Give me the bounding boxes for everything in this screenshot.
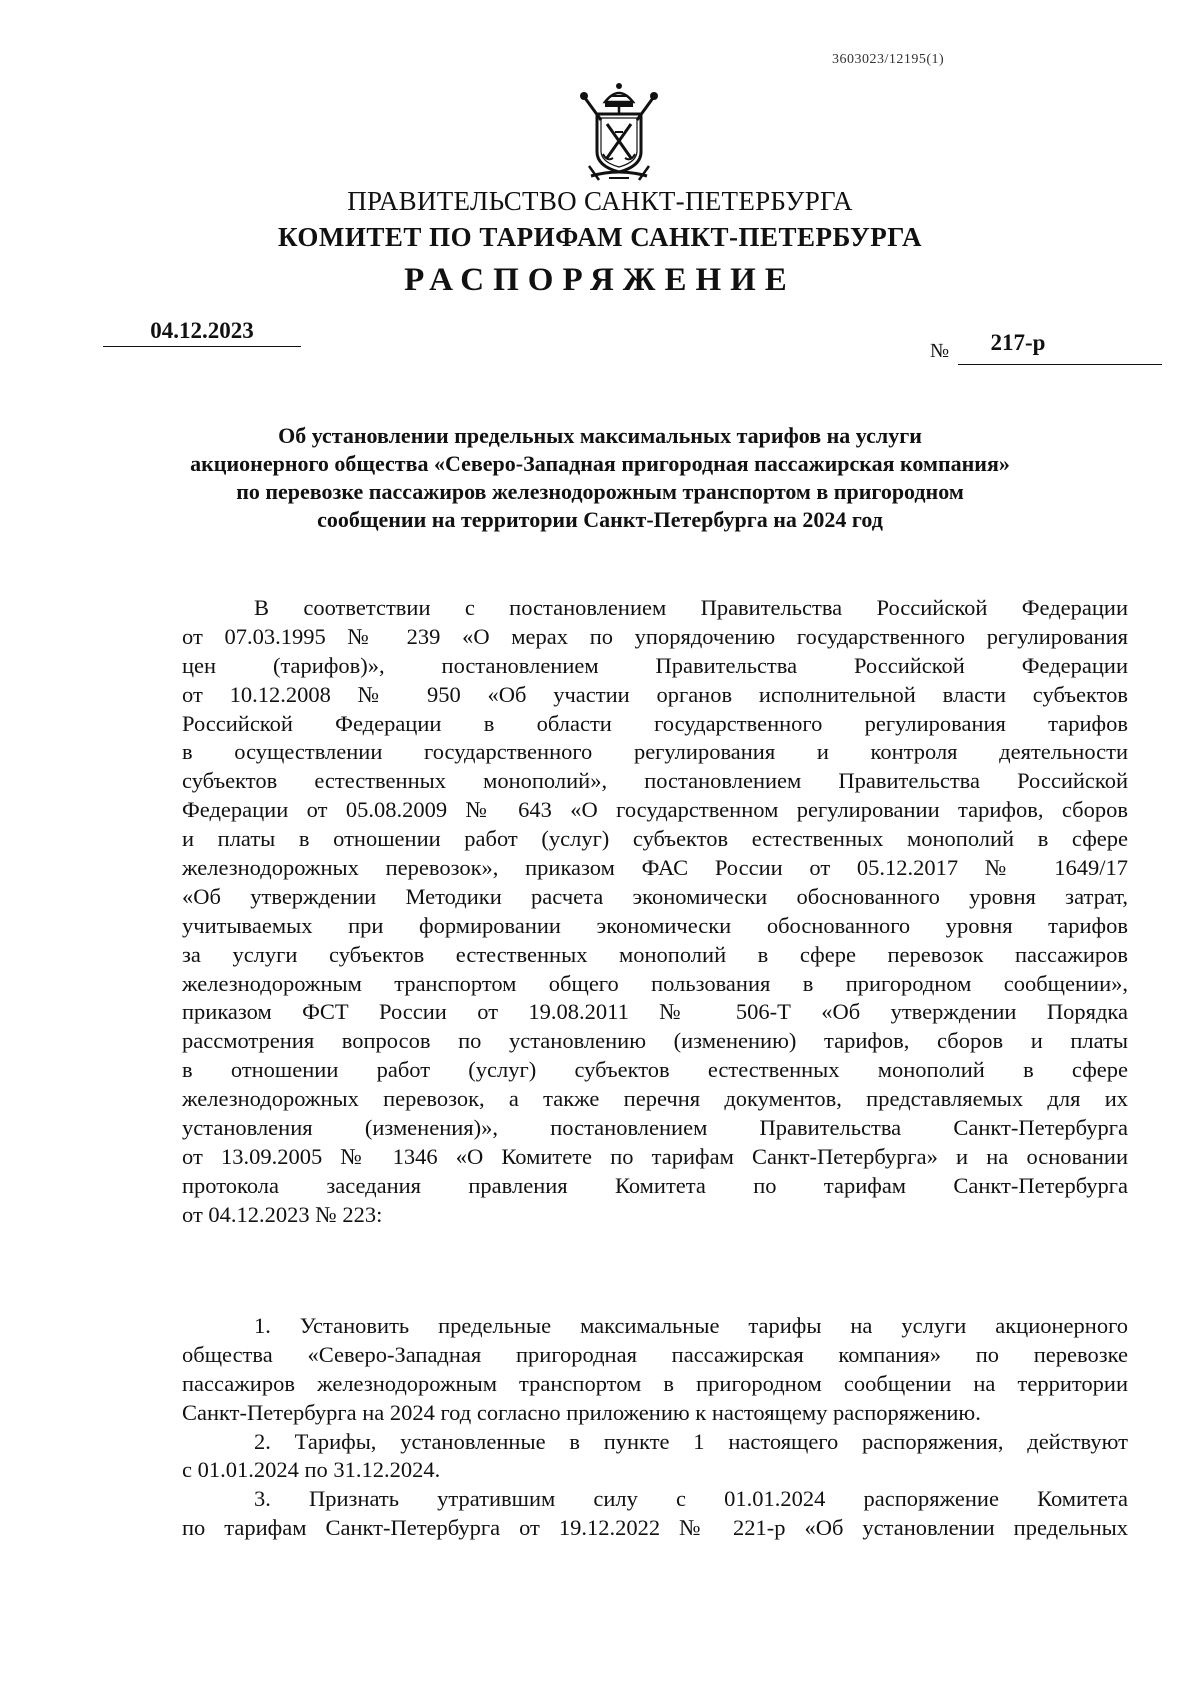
point-1-line: общества «Северо-Западная пригородная пассажирская компания» по перевозке [182,1341,1128,1367]
document-number: 217-р [990,330,1046,355]
government-name: ПРАВИТЕЛЬСТВО САНКТ-ПЕТЕРБУРГА [347,186,853,216]
document-title [180,422,1020,534]
point-2-line: с 01.01.2024 по 31.12.2024. [182,1457,441,1483]
text-line: субъектов естественных монополий», постановлением Правительства Российской [182,768,1128,794]
text-line: от 07.03.1995 № 239 «О мерах по упорядочению государственного регулирования [182,623,1128,649]
document-type: РАСПОРЯЖЕНИЕ [404,262,796,298]
coat-of-arms-icon [575,80,663,186]
point-3-line: 3. Признать утратившим силу с 01.01.2024 распоряжение Комитета [254,1486,1128,1512]
text-line: от 10.12.2008 № 950 «Об участии органов исполнительной власти субъектов [182,681,1128,707]
text-line: за услуги субъектов естественных монополий в сфере перевозок пассажиров [182,941,1128,967]
committee-name: КОМИТЕТ ПО ТАРИФАМ САНКТ-ПЕТЕРБУРГА [278,222,922,252]
resolution-points [182,1312,1128,1543]
text-line: железнодорожным транспортом общего пользования в пригородном сообщении», [182,970,1128,996]
point-1-line: Санкт-Петербурга на 2024 год согласно приложению к настоящему распоряжению. [182,1399,981,1425]
text-line: протокола заседания правления Комитета по тарифам Санкт-Петербурга [182,1172,1128,1198]
title-line: Об установлении предельных максимальных тарифов на услуги [278,423,922,448]
title-line: по перевозке пассажиров железнодорожным транспортом в пригородном [236,479,964,504]
text-line: Российской Федерации в области государственного регулирования тарифов [182,710,1128,736]
text-line: железнодорожных перевозок, а также перечня документов, представляемых для их [182,1086,1128,1112]
text-line: Федерации от 05.08.2009 № 643 «О государственном регулировании тарифов, сборов [182,797,1128,823]
point-1-line: 1. Установить предельные максимальные тарифы на услуги акционерного [254,1313,1128,1338]
text-line: от 13.09.2005 № 1346 «О Комитете по тарифам Санкт-Петербурга» и на основании [182,1143,1128,1169]
registration-code: 3603023/12195(1) [832,52,945,67]
point-2-line: 2. Тарифы, установленные в пункте 1 настоящего распоряжения, действуют [254,1428,1128,1454]
point-1-line: пассажиров железнодорожным транспортом в пригородном сообщении на территории [182,1370,1128,1396]
number-underline [958,364,1162,365]
number-label: № [930,340,950,362]
text-line: железнодорожных перевозок», приказом ФАС России от 05.12.2017 № 1649/17 [182,855,1128,881]
text-line: в отношении работ (услуг) субъектов естественных монополий в сфере [182,1057,1128,1083]
text-line: приказом ФСТ России от 19.08.2011 № 506-Т «Об утверждении Порядка [182,999,1128,1025]
preamble-paragraph [182,594,1128,1230]
document-date-field [103,318,301,347]
point-3-line: по тарифам Санкт-Петербурга от 19.12.2022 № 221-р «Об установлении предельных [182,1515,1128,1541]
text-line: в осуществлении государственного регулирования и контроля деятельности [182,739,1128,765]
text-line: установления (изменения)», постановлением Правительства Санкт-Петербурга [182,1115,1128,1141]
text-line: рассмотрения вопросов по установлению (изменению) тарифов, сборов и платы [182,1028,1128,1054]
title-line: акционерного общества «Северо-Западная пригородная пассажирская компания» [190,451,1010,476]
text-line: цен (тарифов)», постановлением Правительства Российской Федерации [182,652,1128,678]
title-line: сообщении на территории Санкт-Петербурга на 2024 год [317,507,883,532]
document-date: 04.12.2023 [150,318,254,343]
text-line: «Об утверждении Методики расчета экономически обоснованного уровня затрат, [182,883,1128,909]
text-line: и платы в отношении работ (услуг) субъектов естественных монополий в сфере [182,826,1128,852]
text-line: учитываемых при формировании экономически обоснованного уровня тарифов [182,912,1128,938]
text-line: В соответствии с постановлением Правительства Российской Федерации [254,595,1128,620]
text-line: от 04.12.2023 № 223: [182,1201,383,1227]
